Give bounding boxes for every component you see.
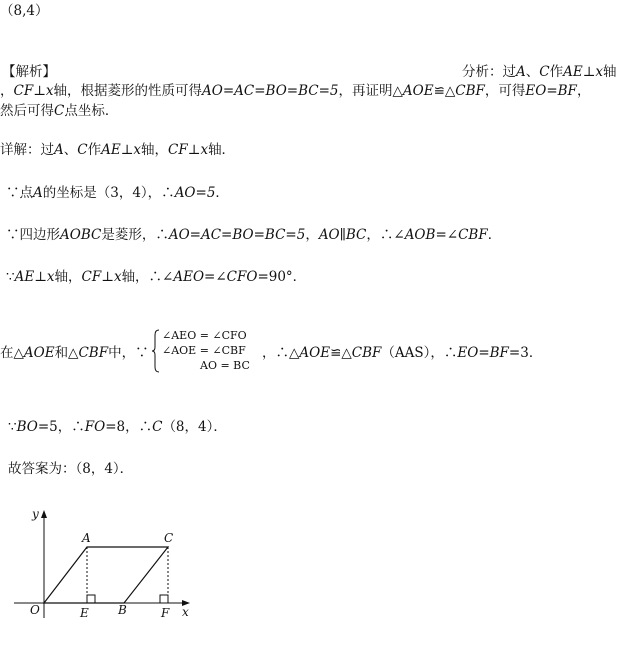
analysis-line3: 然后可得C点坐标． — [0, 103, 119, 119]
final-answer: 故答案为：（8，4）． — [8, 461, 134, 477]
system-row-2: ∠AOE = ∠CBF — [162, 344, 246, 357]
answer-tag: （8,4） — [0, 3, 49, 19]
step-4-intro: 在△AOE和△CBF中，∵ — [0, 345, 149, 361]
detail-line: 详解：过A、C作AE⊥x轴，CF⊥x轴． — [0, 142, 236, 158]
right-angle-e-icon — [87, 595, 95, 603]
label-e: E — [80, 606, 89, 620]
right-angle-f-icon — [160, 595, 168, 603]
step-1: ∵点A的坐标是（3，4），∴AO=5． — [6, 185, 229, 201]
step-2: ∵四边形AOBC是菱形，∴AO=AC=BO=BC=5，AO∥BC，∴∠AOB=∠CBF． — [6, 227, 502, 243]
analysis-line1: 分析：过A、C作AE⊥x轴 — [462, 64, 617, 80]
label-f: F — [161, 606, 170, 620]
label-o: O — [30, 603, 40, 617]
rhombus-figure — [10, 500, 210, 625]
label-x: x — [182, 605, 189, 619]
step-3: ∵AE⊥x轴，CF⊥x轴，∴∠AEO=∠CFO=90°． — [6, 269, 307, 285]
brace-icon — [152, 329, 160, 373]
label-c: C — [164, 531, 174, 545]
y-axis-arrow-icon — [41, 510, 47, 518]
step-4-conclusion: ，∴△AOE≌△CBF（AAS），∴EO=BF=3． — [262, 345, 543, 361]
system-row-3: AO = BC — [200, 359, 250, 372]
equation-system — [152, 329, 272, 375]
label-a: A — [82, 531, 91, 545]
system-row-1: ∠AEO = ∠CFO — [162, 329, 247, 342]
step-5: ∵BO=5，∴FO=8，∴C（8，4）． — [8, 419, 227, 435]
label-y: y — [32, 507, 39, 521]
section-title: 【解析】 — [2, 64, 56, 80]
label-b: B — [118, 603, 127, 617]
rhombus-aobc — [44, 547, 168, 603]
analysis-line2: ，CF⊥x轴，根据菱形的性质可得AO=AC=BO=BC=5，再证明△AOE≌△CBF，可得EO=BF， — [0, 83, 591, 99]
